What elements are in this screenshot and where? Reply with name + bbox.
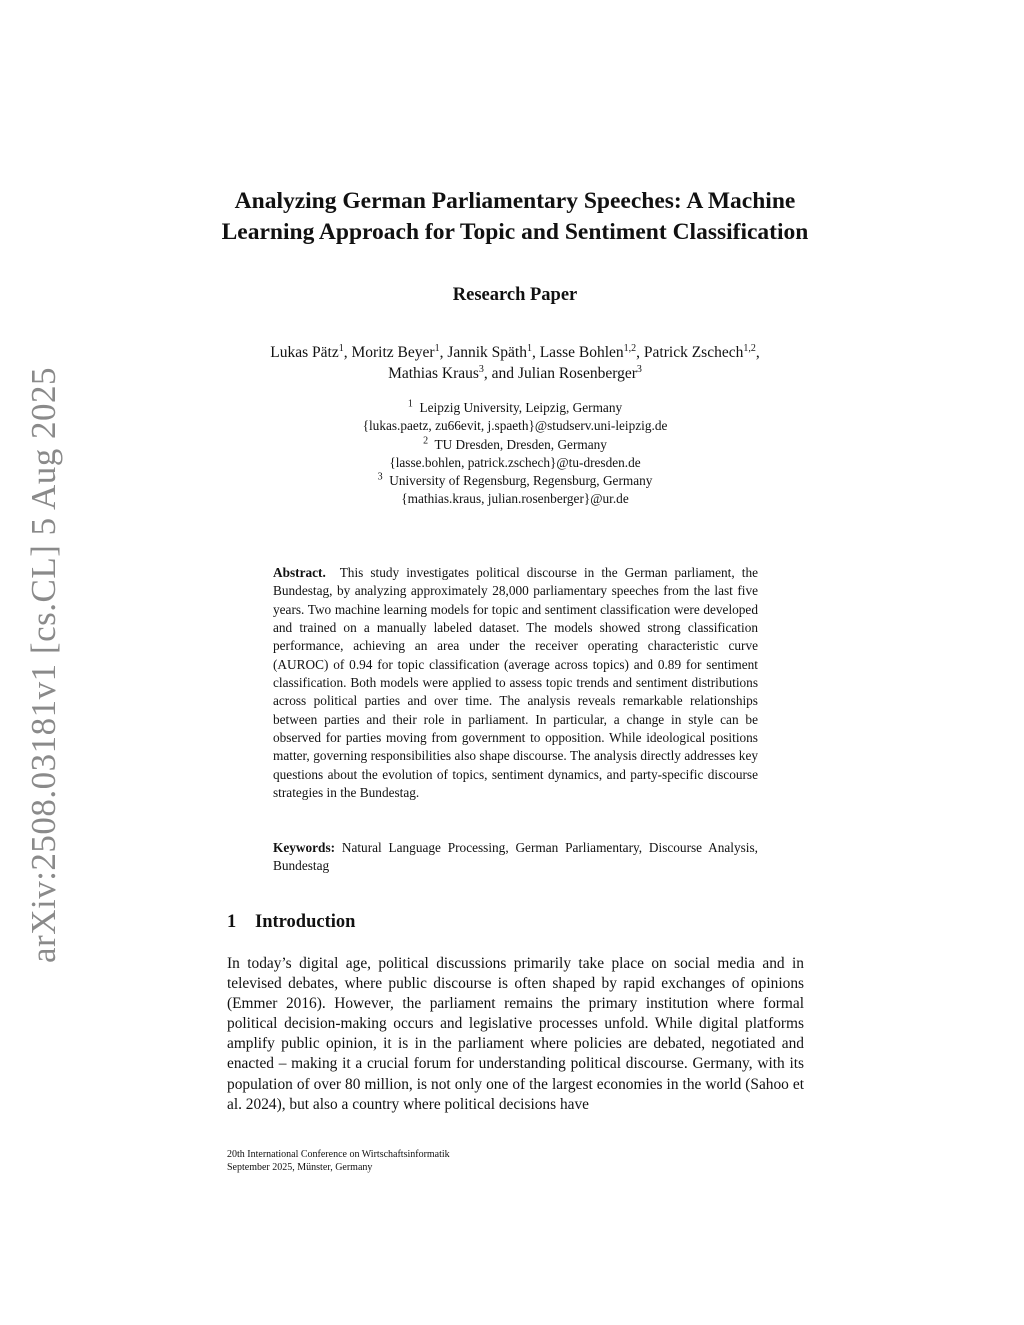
author-separator: , — [755, 344, 760, 361]
section-number: 1 — [227, 912, 237, 932]
intro-paragraph: In today’s digital age, political discussions primarily take place on social media and in televised debates, where public discourse is often shaped by rapid exchanges of opinions (Emmer 2016). However, the parliament remains the primary institution where formal political decision-making occurs and legislative processes unfold. While digital platforms amplify public opinion, it is in the parliament where policies are debated, negotiated and enacted – making it a crucial forum for understanding political discourse. Germany, with its population of over 80 million, is not only one of the largest economies in the world (Sahoo et al. 2024), but also a country where political decisions have — [227, 955, 804, 1113]
keywords-label: Keywords: — [273, 840, 336, 855]
author-list — [200, 342, 830, 384]
affiliation-list — [200, 399, 830, 509]
affiliation-emails: {lukas.paetz, zu66evit, j.spaeth}@studserv.uni-leipzig.de — [362, 418, 668, 434]
affiliation-emails: {mathias.kraus, julian.rosenberger}@ur.de — [401, 491, 629, 507]
affiliation-institution: $^3$ University of Regensburg, Regensburg, Germany — [377, 471, 653, 489]
affiliation-institution: $^2$ TU Dresden, Dresden, Germany — [423, 435, 607, 452]
author-affiliation-mark: 1 — [526, 342, 532, 354]
abstract — [273, 564, 758, 802]
affiliation-number: 2 — [423, 435, 429, 447]
author-name: Jannik Späth — [447, 344, 527, 361]
author-name: Moritz Beyer — [351, 344, 435, 361]
abstract-label: Abstract. — [273, 565, 326, 580]
section-heading — [227, 910, 355, 934]
abstract-text: This study investigates political discourse in the German parliament, the Bundestag, by analyzing approximately 28,000 parliamentary speeches from the last five years. Two machine learning models for topic and sentiment classification were developed and trained on a manually labeled dataset. The models showed strong classification performance, achieving an area under the receiver operating characteristic curve (AUROC) of 0.94 for topic classification (average across topics) and 0.89 for sentiment classification. Both models were applied to assess topic trends and sentiment distributions across political parties and over time. The analysis reveals remarkable relationships between parties and their role in parliament. In particular, a change in style can be observed for parties moving from government to opposition. While ideological positions matter, governing responsibilities also shape discourse. The analysis directly addresses key questions about the evolution of topics, sentiment dynamics, and party-specific discourse strategies in the Bundestag. — [273, 565, 758, 801]
author-affiliation-mark: 1,2 — [743, 342, 756, 354]
author-name: Julian Rosenberger — [517, 365, 637, 382]
author-separator: , — [439, 344, 448, 361]
author-separator: , — [531, 344, 540, 361]
section-title: Introduction — [255, 912, 356, 932]
author-separator: , — [636, 344, 644, 361]
arxiv-identifier-stamp: arXiv:2508.03181v1 [cs.CL] 5 Aug 2025 — [24, 367, 63, 963]
author-affiliation-mark: 1 — [434, 342, 440, 354]
keywords-text: Natural Language Processing, German Parliamentary, Discourse Analysis, Bundestag — [273, 840, 758, 874]
author-name: Lukas Pätz — [270, 344, 339, 361]
author-name: Patrick Zschech — [643, 344, 744, 361]
affiliation-number: 3 — [377, 471, 383, 483]
affiliation-institution: $^1$ Leipzig University, Leipzig, Germany — [407, 398, 623, 415]
footer-conference: 20th International Conference on Wirtschaftsinformatik — [227, 1149, 450, 1160]
author-affiliation-mark: 1,2 — [623, 342, 637, 354]
author-affiliation-mark: 3 — [478, 363, 484, 375]
affiliation-number: 1 — [407, 398, 413, 410]
keywords — [273, 839, 758, 876]
affiliation-emails: {lasse.bohlen, patrick.zschech}@tu-dresden.de — [389, 454, 641, 470]
author-name: Lasse Bohlen — [539, 344, 624, 361]
author-affiliation-mark: 1 — [338, 342, 344, 354]
page-footer — [227, 1148, 450, 1174]
author-name: Mathias Kraus — [388, 365, 479, 382]
author-affiliation-mark: 3 — [636, 363, 642, 375]
paper-type-subtitle: Research Paper — [452, 285, 578, 305]
author-separator: , and — [483, 365, 518, 382]
author-separator: , — [343, 344, 352, 361]
paper-title: Analyzing German Parliamentary Speeches: A Machine Learning Approach for Topic and Sentiment Classification — [221, 188, 809, 245]
footer-date-location: September 2025, Münster, Germany — [227, 1162, 373, 1173]
